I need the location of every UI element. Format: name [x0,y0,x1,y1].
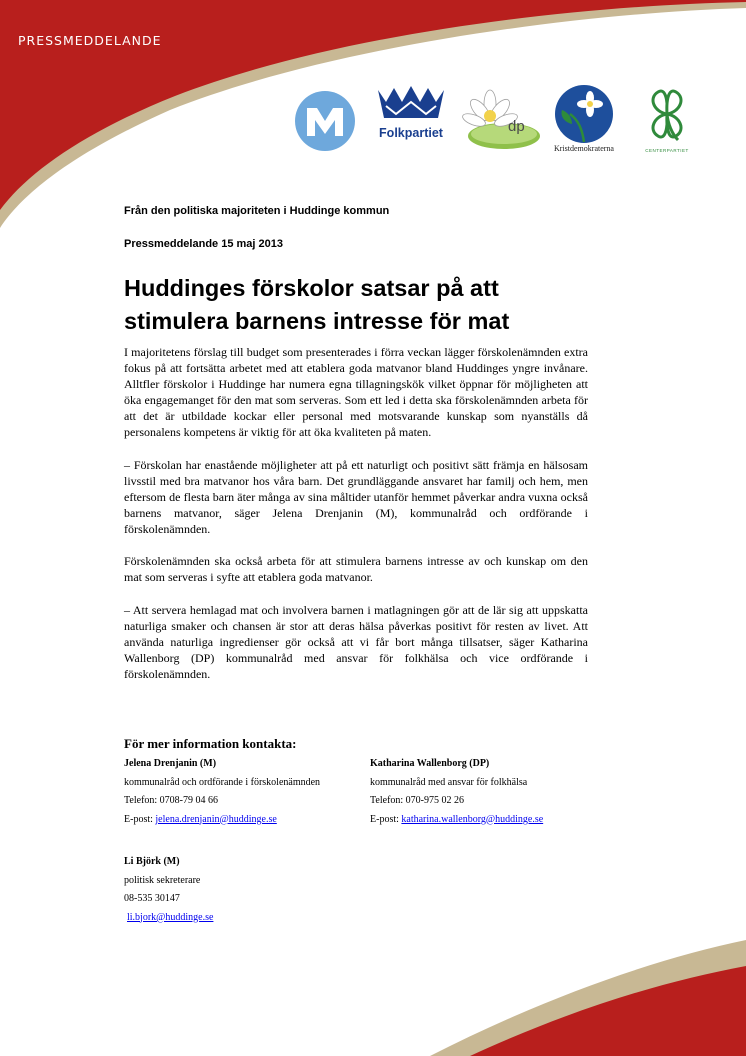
contact-name: Jelena Drenjanin (M) [124,758,217,769]
contact-email-row [124,909,213,928]
centerpartiet-wordmark: CENTERPARTIET [645,148,689,153]
party-logos [290,84,710,160]
email-link[interactable]: katharina.wallenborg@huddinge.se [401,813,544,825]
contact-heading: För mer information kontakta: [124,736,297,751]
contact-email-row [370,811,543,830]
paragraph-4: – Att servera hemlagad mat och involvera barnen i matlagningen gör att de lär sig att uppskatta naturliga smaker och chansen är stor att deras hälsa påverkas positivt för resten av livet. Att använda naturliga ingredienser gör också att vi får bort många tillsatser, säger Katharina Wallenborg (DP) kommunalråd med ansvar för folkhälsa och vice ordförande i förskolenämnden. [124,602,588,681]
contact-role: kommunalråd och ordförande i förskolenämnden [124,776,321,788]
headline-line-2: stimulera barnens intresse för mat [124,308,510,334]
paragraph-3: Förskolenämnden ska också arbeta för att stimulera barnens intresse av och kunskap om den mat som serveras i syfte att etablera goda matvanor. [124,554,588,585]
headline-line-1: Huddinges förskolor satsar på att [124,275,499,301]
headline [124,272,594,338]
contact-phone: 08-535 30147 [124,893,180,904]
contact-role: kommunalråd med ansvar för folkhälsa [370,776,528,788]
body-text [124,344,588,698]
contact-li [124,853,213,927]
paragraph-2: – Förskolan har enastående möjligheter att på ett naturligt och positivt sätt främja en hälsosam livsstil med bra matvanor hos våra barn. Det grundläggande ansvaret har familj och hem, men eftersom de flesta barn äter många av sina måltider utanför hemmet påverkar andra vuxna också barnens matvanor, säger Jelena Drenjanin (M), kommunalråd och ordförande i förskolenämnden. [124,457,588,537]
contact-katharina [370,755,543,829]
huddingepartiet-wordmark: dp [508,118,525,135]
folkpartiet-wordmark: Folkpartiet [379,126,443,140]
sender-line: Från den politiska majoriteten i Huddinge kommun [124,205,390,217]
kristdemokraterna-logo [552,84,616,153]
contact-email-row [124,811,320,830]
email-label: E-post: [370,813,402,825]
contact-phone: Telefon: 070-975 02 26 [370,795,465,806]
email-label: E-post: [124,813,156,825]
contact-role: politisk sekreterare [124,874,201,886]
folkpartiet-logo [372,84,450,153]
contact-jelena [124,755,320,829]
contact-phone: Telefon: 0708-79 04 66 [124,795,219,806]
email-link[interactable]: jelena.drenjanin@huddinge.se [155,813,277,825]
centerpartiet-logo [634,84,700,151]
paragraph-1: I majoritetens förslag till budget som presenterades i förra veckan lägger förskolenämnden extra fokus på att fortsätta arbetet med att etablera goda matvanor bland Huddinges yngre invånare. Alltfler förskolor i Huddinge har numera egna tillagningskök vilket öppnar för möjligheten att öka engagemanget för den mat som serveras. Som ett led i detta ska förskolenämnden arbeta för att det är utbildade kockar eller personal med motsvarande kunskap som nyanställs då personalens kompetens är viktig för att öka kvaliteten på maten. [124,345,588,440]
email-link[interactable]: li.bjork@huddinge.se [127,911,214,923]
moderaterna-logo [294,90,356,157]
contact-name: Li Björk (M) [124,856,180,867]
press-release-label: PRESSMEDDELANDE [18,33,162,48]
huddingepartiet-logo [460,86,542,159]
contact-name: Katharina Wallenborg (DP) [370,758,490,769]
release-date: Pressmeddelande 15 maj 2013 [124,238,283,250]
kristdemokraterna-wordmark: Kristdemokraterna [554,144,614,153]
